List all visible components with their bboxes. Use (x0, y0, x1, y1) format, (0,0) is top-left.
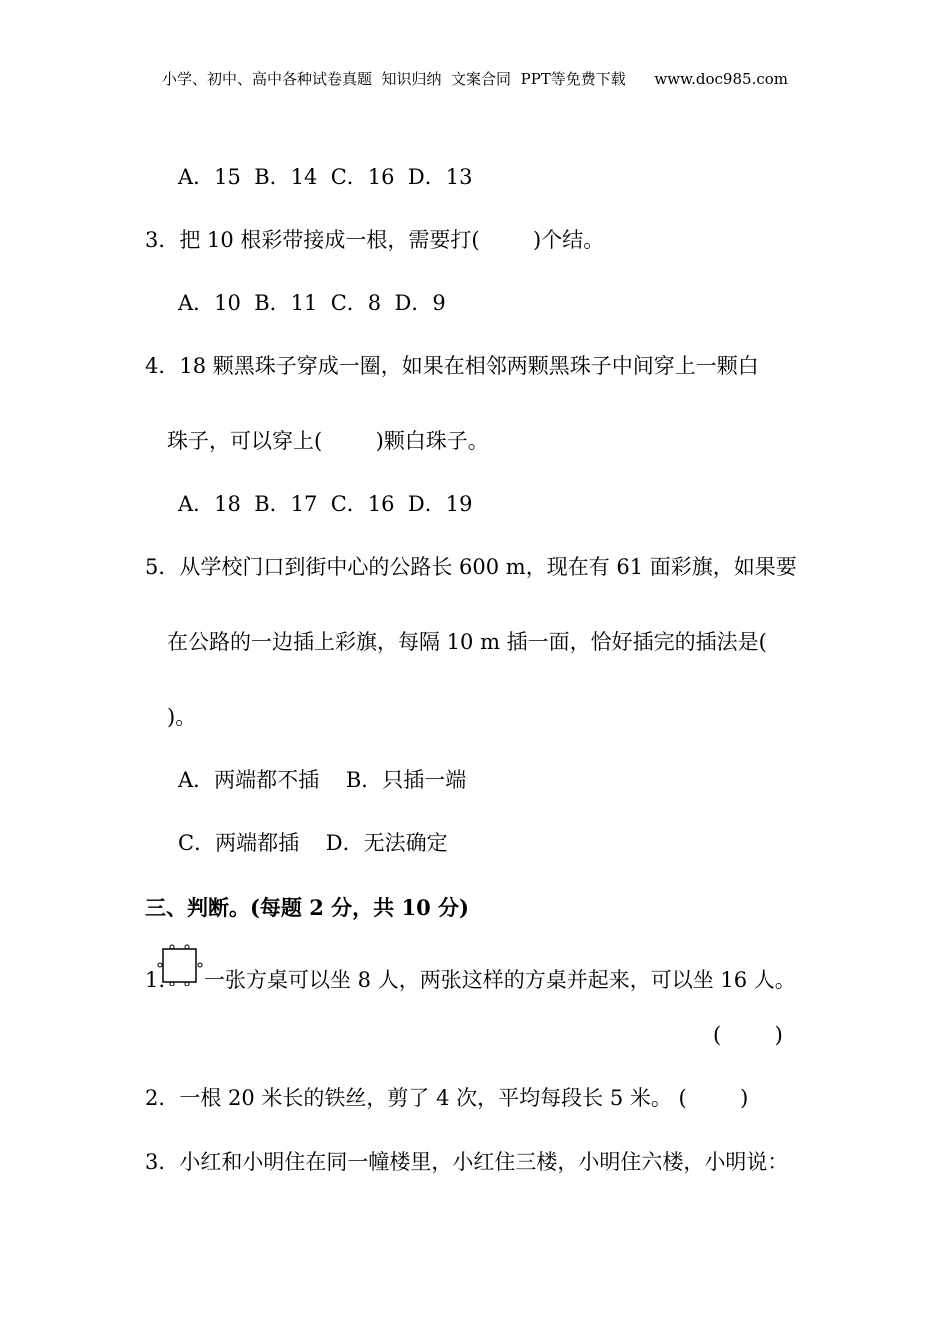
square-table-icon (157, 944, 203, 986)
q4-stem-line-1: 4．18 颗黑珠子穿成一圈，如果在相邻两颗黑珠子中间穿上一颗白 (145, 354, 759, 378)
q5-stem-line-2: 在公路的一边插上彩旗，每隔 10 m 插一面，恰好插完的插法是( (167, 630, 767, 654)
q5-stem-line-1: 5．从学校门口到街中心的公路长 600 m，现在有 61 面彩旗，如果要 (145, 555, 797, 579)
q5-stem-line-3: )。 (167, 705, 197, 729)
q5-options-line-1: A．两端都不插 B．只插一端 (178, 768, 467, 792)
q5-options-line-2: C．两端都插 D．无法确定 (178, 831, 448, 855)
q2-options: A．15 B．14 C．16 D．13 (178, 165, 473, 189)
section-3-title: 三、判断。(每题 2 分，共 10 分) (145, 895, 469, 920)
q4-stem-line-2: 珠子，可以穿上( )颗白珠子。 (167, 429, 489, 453)
judge-1-answer-paren: ( ) (713, 1023, 783, 1047)
judge-1-number: 1. (145, 968, 166, 992)
q3-stem: 3．把 10 根彩带接成一根，需要打( )个结。 (145, 228, 605, 252)
judge-3-text: 3．小红和小明住在同一幢楼里，小红住三楼，小明住六楼，小明说： (145, 1150, 789, 1174)
judge-1-text: 一张方桌可以坐 8 人，两张这样的方桌并起来，可以坐 16 人。 (204, 968, 796, 992)
q4-options: A．18 B．17 C．16 D．19 (178, 492, 473, 516)
q3-options: A．10 B．11 C．8 D．9 (178, 291, 446, 315)
page-header: 小学、初中、高中各种试卷真题 知识归纳 文案合同 PPT等免费下载 www.doc985.com (161, 70, 788, 88)
judge-2-text: 2．一根 20 米长的铁丝，剪了 4 次，平均每段长 5 米。 ( ) (145, 1086, 749, 1110)
